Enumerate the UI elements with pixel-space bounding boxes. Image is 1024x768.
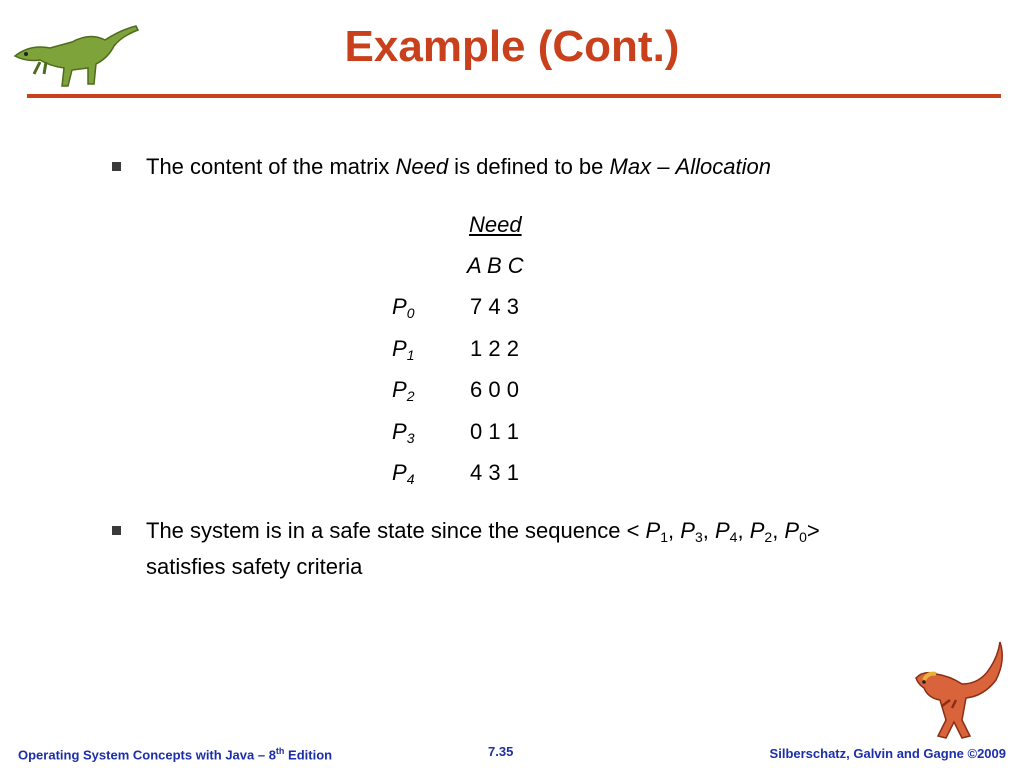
bullet-need-definition	[112, 152, 972, 184]
footer-copyright: Silberschatz, Galvin and Gagne ©2009	[769, 746, 1006, 761]
need-matrix-header: Need	[469, 212, 522, 237]
process-label: $P_3$	[392, 419, 415, 446]
need-values: 7 4 3	[470, 294, 519, 319]
need-values: 6 0 0	[470, 377, 519, 402]
bullet-square-icon	[112, 526, 121, 535]
process-label: $P_2$	[392, 377, 415, 404]
red-dinosaur-icon	[910, 640, 1010, 745]
bullet-text: The content of the matrix Need is defined to be Max – Allocation	[146, 154, 771, 179]
process-label: $P_0$	[392, 294, 415, 321]
footer-book-title: Operating System Concepts with Java – 8th Edition	[18, 746, 333, 763]
slide-title: Example (Cont.)	[344, 22, 680, 71]
resource-columns: A B C	[467, 253, 524, 278]
title-divider	[27, 94, 1001, 98]
need-values: 4 3 1	[470, 460, 519, 485]
need-values: 0 1 1	[470, 419, 519, 444]
bullet-safe-state	[112, 516, 972, 580]
bullet-square-icon	[112, 162, 121, 171]
process-label: $P_4$	[392, 460, 415, 487]
process-label: $P_1$	[392, 336, 415, 363]
footer-page-number: 7.35	[488, 744, 514, 759]
bullet-text: The system is in a safe state since the sequence < $P_1$, $P_3$, $P_4$, $P_2$, $P_0>$ satisfies safety criteria	[146, 518, 820, 579]
need-values: 1 2 2	[470, 336, 519, 361]
